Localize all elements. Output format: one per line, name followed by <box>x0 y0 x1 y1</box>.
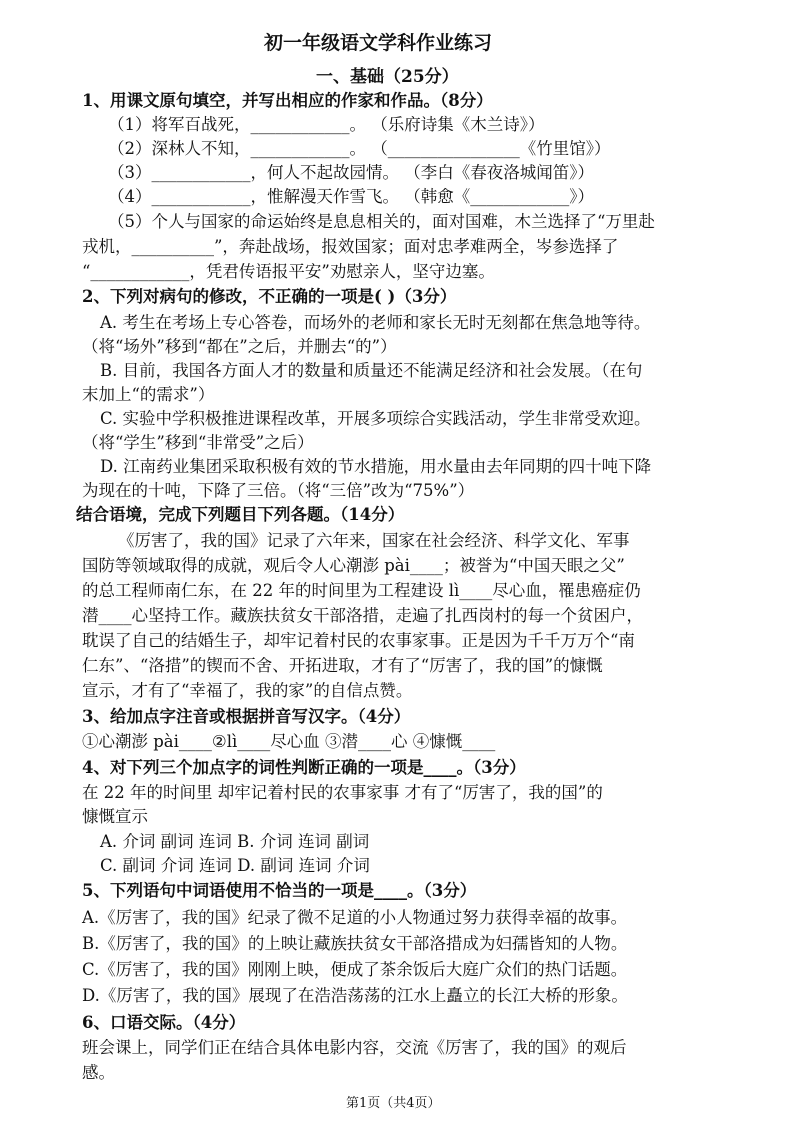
question-2-stem: 2、下列对病句的修改，不正确的一项是( )（3分） <box>82 287 457 306</box>
question-4-option: A. 介词 副词 连词 B. 介词 连词 副词 <box>100 832 370 851</box>
passage-line: 潜____心坚持工作。藏族扶贫女干部洛措，走遍了扎西岗村的每一个贫困户， <box>82 606 643 625</box>
question-2-option: C. 实验中学积极推进课程改革，开展多项综合实践活动，学生非常受欢迎。 <box>100 409 651 428</box>
passage-line: 的总工程师南仁东，在 22 年的时间里为工程建设 lì____尽心血，罹患癌症仍 <box>82 581 641 600</box>
page-title: 初一年级语文学科作业练习 <box>264 32 493 54</box>
question-1-line: （3）____________，何人不起故园情。 （李白《春夜洛城闻笛》） <box>108 163 594 182</box>
passage-line: 宣示，才有了“幸福了，我的家”的自信点赞。 <box>82 681 413 700</box>
question-2-option: （将“场外”移到“都在”之后，并删去“的”） <box>82 337 397 356</box>
question-4-option: C. 副词 介词 连词 D. 副词 连词 介词 <box>100 856 370 875</box>
question-1-line: “____________，凭君传语报平安”劝慰亲人，坚守边塞。 <box>82 262 495 281</box>
question-1-line: （2）深林人不知，____________。 （________________《竹里馆》） <box>108 139 611 158</box>
question-2-option: B. 目前，我国各方面人才的数量和质量还不能满足经济和社会发展。（在句 <box>100 361 643 380</box>
question-2-option: 为现在的十吨，下降了三倍。（将“三倍”改为“75%”） <box>82 481 475 500</box>
question-2-option: 末加上“的需求”） <box>82 385 215 404</box>
question-3-blanks: ①心潮澎 pài____②lì____尽心血 ③潜____心 ④慷慨____ <box>82 732 496 751</box>
page-footer: 第1页（共4页） <box>346 1096 441 1111</box>
question-5-option: A.《厉害了，我的国》纪录了微不足道的小人物通过努力获得幸福的故事。 <box>82 908 628 927</box>
question-1-stem: 1、用课文原句填空，并写出相应的作家和作品。（8分） <box>82 91 493 110</box>
question-1-line: 戎机，__________”，奔赴战场，报效国家；面对忠孝难两全，岑参选择了 <box>82 237 619 256</box>
question-4-stem: 4、对下列三个加点字的词性判断正确的一项是____。（3分） <box>82 758 526 777</box>
question-4-words: 在 22 年的时间里 却牢记着村民的农事家事 才有了“厉害了，我的国”的 <box>82 783 603 802</box>
passage-line: 国防等领域取得的成就，观后令人心潮澎 pài____；被誉为“中国天眼之父” <box>82 556 625 575</box>
question-4-words: 慷慨宣示 <box>82 807 148 826</box>
question-5-option: D.《厉害了，我的国》展现了在浩浩荡荡的江水上矗立的长江大桥的形象。 <box>82 986 628 1005</box>
question-2-option: A. 考生在考场上专心答卷，而场外的老师和家长无时无刻都在焦急地等待。 <box>100 313 651 332</box>
question-6-line: 班会课上，同学们正在结合具体电影内容，交流《厉害了，我的国》的观后 <box>82 1038 627 1057</box>
question-1-line: （5）个人与国家的命运始终是息息相关的，面对国难，木兰选择了“万里赴 <box>108 212 655 231</box>
question-2-option: D. 江南药业集团采取积极有效的节水措施，用水量由去年同期的四十吨下降 <box>100 457 652 476</box>
passage-intro: 结合语境，完成下列题目下列各题。（14分） <box>76 505 405 524</box>
question-6-stem: 6、口语交际。（4分） <box>82 1013 246 1032</box>
section-heading: 一、基础（25分） <box>316 67 459 87</box>
question-2-option: （将“学生”移到“非常受”之后） <box>82 433 314 452</box>
question-5-option: B.《厉害了，我的国》的上映让藏族扶贫女干部洛措成为妇孺皆知的人物。 <box>82 934 628 953</box>
question-1-line: （4）____________，惟解漫天作雪飞。 （韩愈《____________》） <box>108 187 594 206</box>
question-5-stem: 5、下列语句中词语使用不恰当的一项是____。（3分） <box>82 881 477 900</box>
passage-line: 《厉害了，我的国》记录了六年来，国家在社会经济、科学文化、军事 <box>118 531 630 550</box>
question-6-line: 感。 <box>82 1063 115 1082</box>
passage-line: 仁东”、“洛措”的锲而不舍、开拓进取，才有了“厉害了，我的国”的慷慨 <box>82 656 603 675</box>
passage-line: 耽误了自己的结婚生子，却牢记着村民的农事家事。正是因为千千万万个“南 <box>82 631 635 650</box>
question-1-line: （1）将军百战死，____________。 （乐府诗集《木兰诗》） <box>108 115 545 134</box>
question-3-stem: 3、给加点字注音或根据拼音写汉字。（4分） <box>82 707 411 726</box>
question-5-option: C.《厉害了，我的国》刚刚上映，便成了茶余饭后大庭广众们的热门话题。 <box>82 960 628 979</box>
